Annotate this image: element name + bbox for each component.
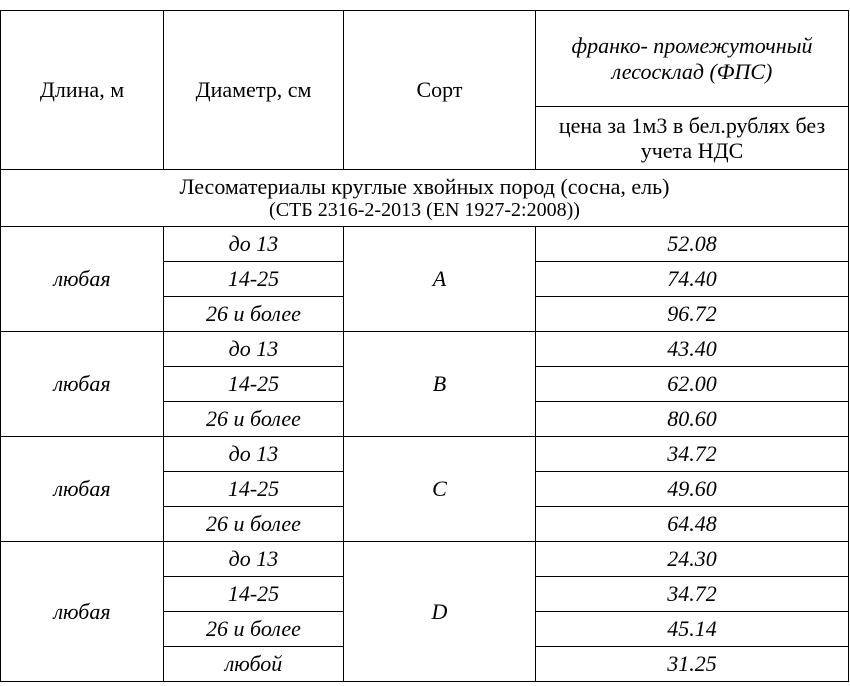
cell-diameter: 26 и более — [164, 297, 344, 332]
section-title — [1, 170, 849, 227]
cell-length: любая — [1, 332, 164, 437]
section-title-line2: (СТБ 2316-2-2013 (EN 1927-2:2008)) — [269, 199, 580, 222]
cell-grade: C — [344, 437, 536, 542]
cell-length: любая — [1, 227, 164, 332]
cell-grade: B — [344, 332, 536, 437]
cell-price: 80.60 — [536, 402, 849, 437]
cell-price: 62.00 — [536, 367, 849, 402]
cell-diameter: 14-25 — [164, 472, 344, 507]
table-row — [1, 542, 849, 577]
cell-price: 52.08 — [536, 227, 849, 262]
cell-price: 43.40 — [536, 332, 849, 367]
cell-diameter: до 13 — [164, 227, 344, 262]
header-grade: Сорт — [344, 11, 536, 170]
header-row — [1, 11, 849, 107]
header-location: франко- промежуточный лесосклад (ФПС) — [536, 11, 849, 107]
section-title-line1: Лесоматериалы круглые хвойных пород (сосна, ель) — [179, 173, 670, 199]
table-row — [1, 227, 849, 262]
cell-diameter: 26 и более — [164, 402, 344, 437]
price-table — [0, 10, 849, 682]
cell-price: 74.40 — [536, 262, 849, 297]
cropped-text-above — [0, 0, 850, 2]
cell-price: 24.30 — [536, 542, 849, 577]
cell-length: любая — [1, 437, 164, 542]
cell-diameter: 14-25 — [164, 577, 344, 612]
cell-price: 45.14 — [536, 612, 849, 647]
cell-price: 64.48 — [536, 507, 849, 542]
cell-diameter: любой — [164, 647, 344, 682]
cell-diameter: до 13 — [164, 332, 344, 367]
cell-diameter: до 13 — [164, 437, 344, 472]
cell-diameter: до 13 — [164, 542, 344, 577]
cell-diameter: 26 и более — [164, 612, 344, 647]
cell-price: 34.72 — [536, 577, 849, 612]
cell-length: любая — [1, 542, 164, 682]
cell-price: 31.25 — [536, 647, 849, 682]
cell-diameter: 26 и более — [164, 507, 344, 542]
cell-grade: D — [344, 542, 536, 682]
header-price: цена за 1м3 в бел.рублях без учета НДС — [536, 107, 849, 170]
cell-price: 49.60 — [536, 472, 849, 507]
table-row — [1, 332, 849, 367]
cell-price: 96.72 — [536, 297, 849, 332]
cell-diameter: 14-25 — [164, 262, 344, 297]
cell-diameter: 14-25 — [164, 367, 344, 402]
header-diameter: Диаметр, см — [164, 11, 344, 170]
table-row — [1, 437, 849, 472]
header-length: Длина, м — [1, 11, 164, 170]
cell-price: 34.72 — [536, 437, 849, 472]
cell-grade: A — [344, 227, 536, 332]
section-row — [1, 170, 849, 227]
